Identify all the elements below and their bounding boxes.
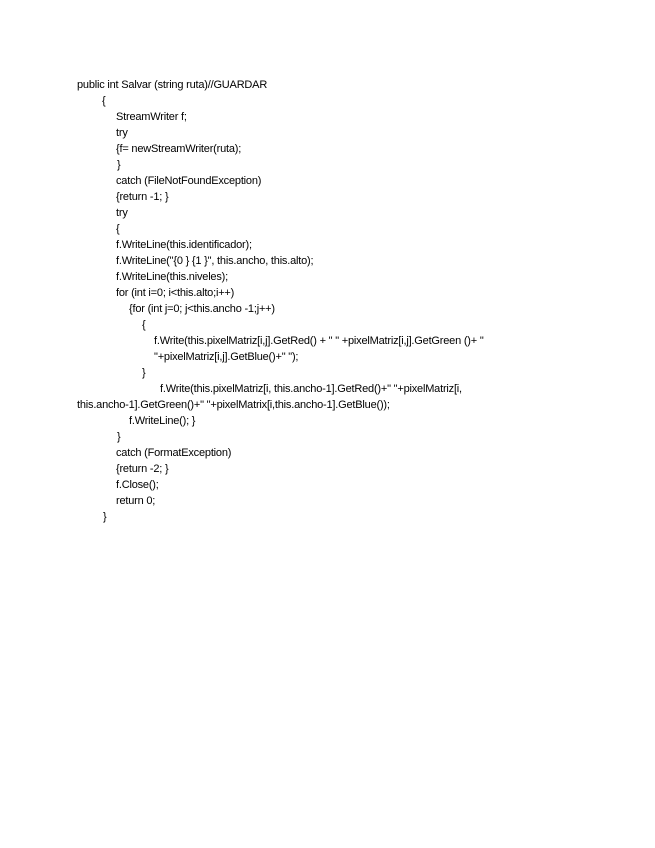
code-line-method-close-brace: } (103, 511, 107, 523)
code-line-write-niveles: f.WriteLine(this.niveles); (116, 271, 228, 283)
code-line-for-j: {for (int j=0; j<this.ancho -1;j++) (129, 303, 275, 315)
code-line-writeline-close: f.WriteLine(); } (129, 415, 196, 427)
code-line-write-pixel-cont: "+pixelMatriz[i,j].GetBlue()+" "); (154, 351, 299, 363)
code-line-close-file: f.Close(); (116, 479, 159, 491)
code-line-open-brace: { (142, 319, 146, 331)
code-line-write-pixel: f.Write(this.pixelMatriz[i,j].GetRed() + " " +pixelMatriz[i,j].GetGreen ()+ " (154, 335, 484, 347)
code-line-streamwriter-decl: StreamWriter f; (116, 111, 187, 123)
code-line-write-last-pixel-cont: this.ancho-1].GetGreen()+" "+pixelMatrix[i,this.ancho-1].GetBlue()); (77, 399, 390, 411)
code-line-return-zero: return 0; (116, 495, 156, 507)
code-line-return-minus-one: {return -1; } (116, 191, 169, 203)
code-line-catch-format: catch (FormatException) (116, 447, 232, 459)
code-line-write-last-pixel: f.Write(this.pixelMatriz[i, this.ancho-1].GetRed()+" "+pixelMatriz[i, (160, 383, 462, 395)
code-line-return-minus-two: {return -2; } (116, 463, 169, 475)
code-line-new-streamwriter: {f= newStreamWriter(ruta); (116, 143, 242, 155)
code-line-try: try (116, 207, 128, 219)
code-line-close-brace: } (117, 159, 121, 171)
code-line-write-identificador: f.WriteLine(this.identificador); (116, 239, 252, 251)
code-line-for-i: for (int i=0; i<this.alto;i++) (116, 287, 235, 299)
code-line-write-dimensions: f.WriteLine("{0 } {1 }", this.ancho, this.alto); (116, 255, 314, 267)
code-line-close-brace: } (117, 431, 121, 443)
code-line-method-signature: public int Salvar (string ruta)//GUARDAR (77, 79, 268, 91)
code-line-try: try (116, 127, 128, 139)
code-line-close-brace: } (142, 367, 146, 379)
code-line-open-brace: { (102, 95, 106, 107)
code-line-open-brace: { (116, 223, 120, 235)
code-line-catch-filenotfound: catch (FileNotFoundException) (116, 175, 262, 187)
